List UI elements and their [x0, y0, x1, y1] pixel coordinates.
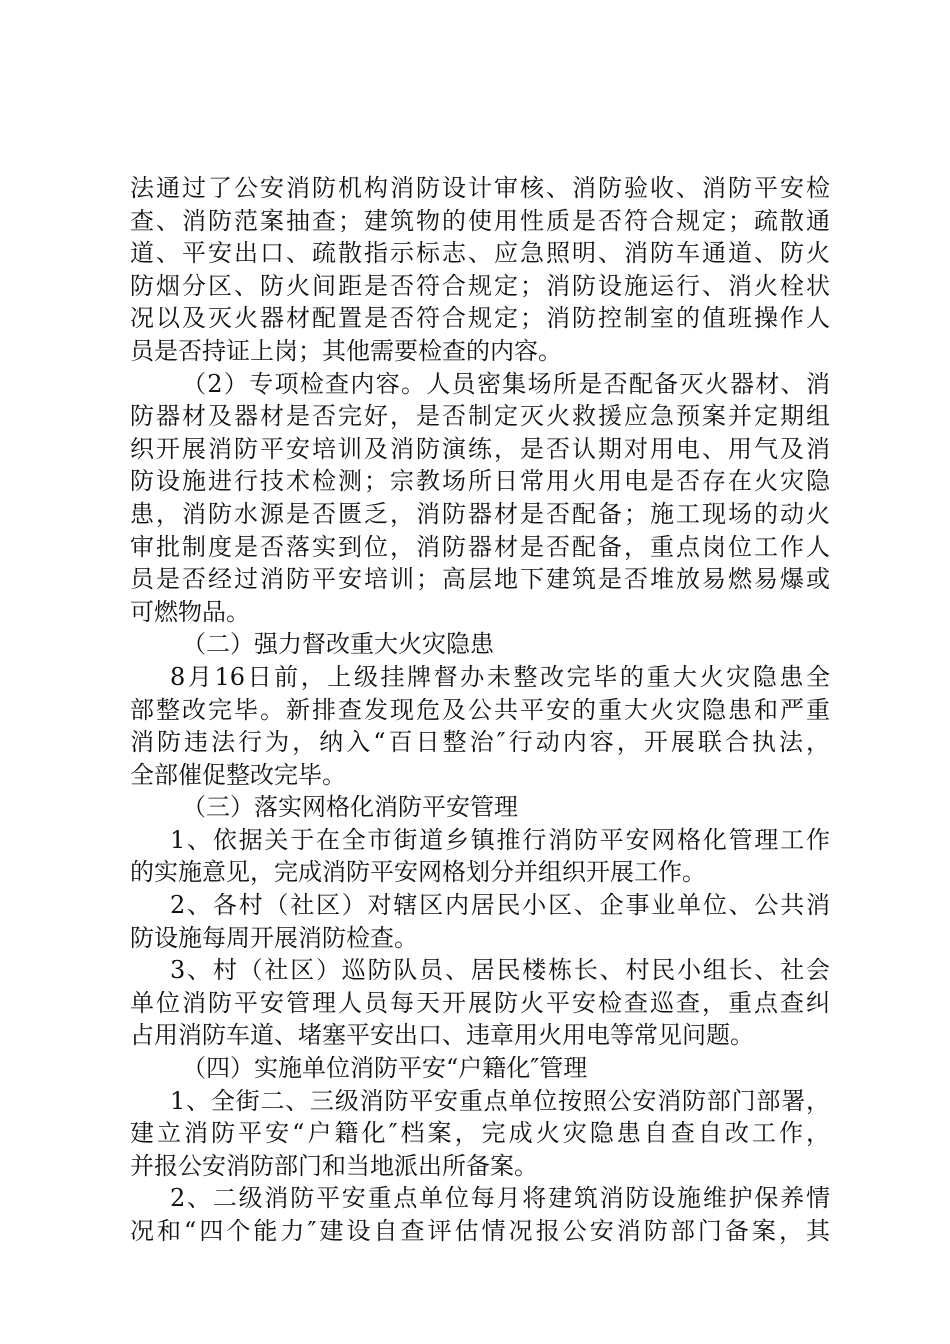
text-line: 并报公安消防部门和当地派出所备案。	[130, 1151, 538, 1180]
section-heading: （二）强力督改重大火灾隐患	[182, 630, 494, 659]
text-line: 审批制度是否落实到位，消防器材是否配备，重点岗位工作人	[130, 532, 830, 561]
text-line: 防设施每周开展消防检查。	[130, 923, 418, 952]
text-line: 可燃物品。	[130, 597, 250, 626]
text-line: 部整改完毕。新排查发现危及公共平安的重大火灾隐患和严重	[130, 695, 830, 724]
text-line: 占用消防车道、堵塞平安出口、违章用火用电等常见问题。	[130, 1021, 754, 1050]
text-line: 防烟分区、防火间距是否符合规定；消防设施运行、消火栓状	[130, 271, 830, 300]
text-line: 况和“四个能力″建设自查评估情况报公安消防部门备案，其	[130, 1217, 830, 1245]
text-line: 患，消防水源是否匮乏，消防器材是否配备；施工现场的动火	[130, 499, 830, 528]
text-line: 况以及灭火器材配置是否符合规定；消防控制室的值班操作人	[130, 304, 830, 333]
text-line: 员是否持证上岗；其他需要检查的内容。	[130, 336, 562, 365]
paragraph-start-line: 1、依据关于在全市街道乡镇推行消防平安网格化管理工作	[170, 825, 830, 854]
text-line: 全部催促整改完毕。	[130, 760, 346, 789]
text-line: 防设施进行技术检测；宗教场所日常用火用电是否存在火灾隐	[130, 467, 830, 496]
paragraph-start-line: 8月16日前，上级挂牌督办未整改完毕的重大火灾隐患全	[170, 662, 830, 691]
text-line: 单位消防平安管理人员每天开展防火平安检查巡查，重点查纠	[130, 988, 830, 1017]
section-heading: （四）实施单位消防平安“户籍化″管理	[182, 1054, 588, 1083]
text-line: 的实施意见，完成消防平安网格划分并组织开展工作。	[130, 858, 706, 887]
text-line: 消防违法行为，纳入“百日整治″行动内容，开展联合执法，	[130, 728, 830, 757]
paragraph-start-line: 1、全街二、三级消防平安重点单位按照公安消防部门部署，	[170, 1086, 830, 1115]
text-line: 织开展消防平安培训及消防演练，是否认期对用电、用气及消	[130, 434, 830, 463]
text-line: 防器材及器材是否完好，是否制定灭火救援应急预案并定期组	[130, 402, 830, 431]
text-line: 查、消防范案抽查；建筑物的使用性质是否符合规定；疏散通	[130, 206, 830, 235]
text-line: 员是否经过消防平安培训；高层地下建筑是否堆放易燃易爆或	[130, 565, 830, 594]
paragraph-start-line: 2、二级消防平安重点单位每月将建筑消防设施维护保养情	[170, 1184, 830, 1213]
text-line: 道、平安出口、疏散指示标志、应急照明、消防车通道、防火	[130, 239, 830, 268]
text-line: 法通过了公安消防机构消防设计审核、消防验收、消防平安检	[130, 174, 830, 202]
paragraph-start-line: （2）专项检查内容。人员密集场所是否配备灭火器材、消	[182, 369, 830, 398]
paragraph-start-line: 2、各村（社区）对辖区内居民小区、企事业单位、公共消	[170, 891, 830, 920]
document-body	[130, 172, 830, 1248]
paragraph-start-line: 3、村（社区）巡防队员、居民楼栋长、村民小组长、社会	[170, 956, 830, 985]
section-heading: （三）落实网格化消防平安管理	[182, 793, 518, 822]
text-line: 建立消防平安“户籍化″档案，完成火灾隐患自查自改工作，	[130, 1119, 830, 1148]
